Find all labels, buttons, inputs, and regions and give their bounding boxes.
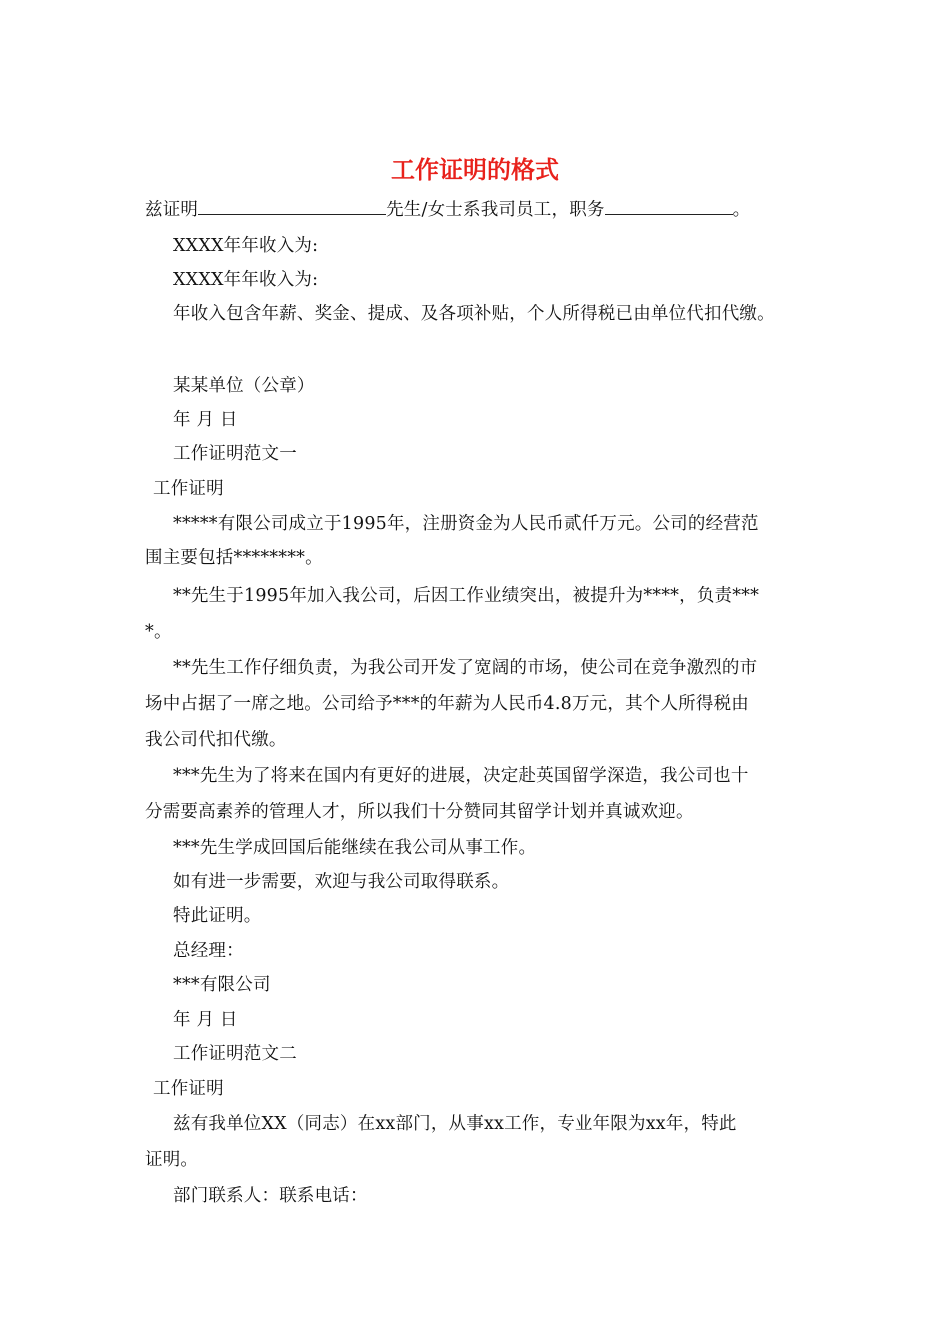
sample1-paragraph-2-line-2: *。	[145, 622, 172, 642]
sample1-paragraph-3-line-3: 我公司代扣代缴。	[145, 730, 287, 750]
name-blank	[198, 196, 386, 215]
date-line-2: 年 月 日	[173, 1010, 238, 1030]
intro-middle: 先生/女士系我司员工，职务	[386, 200, 605, 220]
sample1-paragraph-4-line-2: 分需要高素养的管理人才，所以我们十分赞同其留学计划并真诚欢迎。	[145, 802, 694, 822]
sample1-paragraph-6: 如有进一步需要，欢迎与我公司取得联系。	[173, 872, 510, 892]
sample1-paragraph-5: ***先生学成回国后能继续在我公司从事工作。	[173, 838, 537, 858]
income-line-1: XXXX年年收入为:	[173, 236, 319, 256]
sample2-title: 工作证明	[153, 1079, 224, 1099]
sample1-paragraph-3-line-1: **先生工作仔细负责，为我公司开发了宽阔的市场，使公司在竞争激烈的市	[173, 658, 758, 678]
sample1-paragraph-3-line-2: 场中占据了一席之地。公司给予***的年薪为人民币4.8万元，其个人所得税由	[145, 694, 749, 714]
intro-line	[145, 196, 750, 224]
sample1-paragraph-2-line-1: **先生于1995年加入我公司，后因工作业绩突出，被提升为****，负责***	[173, 586, 760, 606]
position-blank	[605, 196, 733, 215]
income-note: 年收入包含年薪、奖金、提成、及各项补贴，个人所得税已由单位代扣代缴。	[173, 304, 775, 324]
document-title: 工作证明的格式	[391, 156, 559, 184]
sample1-paragraph-1-line-2: 围主要包括********。	[145, 548, 323, 568]
unit-seal: 某某单位（公章）	[173, 376, 315, 396]
sample1-paragraph-1-line-1: *****有限公司成立于1995年，注册资金为人民币贰仟万元。公司的经营范	[173, 514, 759, 534]
sample2-paragraph-1-line-1: 兹有我单位XX（同志）在xx部门，从事xx工作，专业年限为xx年，特此	[173, 1114, 737, 1134]
sample1-title: 工作证明	[153, 479, 224, 499]
intro-suffix: 。	[732, 200, 751, 220]
sample1-manager: 总经理：	[173, 941, 244, 961]
sample2-heading: 工作证明范文二	[173, 1044, 297, 1064]
date-line-1: 年 月 日	[173, 410, 238, 430]
sample2-contact: 部门联系人：联系电话：	[173, 1186, 368, 1206]
intro-prefix: 兹证明	[145, 200, 199, 220]
sample1-paragraph-4-line-1: ***先生为了将来在国内有更好的进展，决定赴英国留学深造，我公司也十	[173, 766, 749, 786]
sample1-paragraph-7: 特此证明。	[173, 906, 262, 926]
income-line-2: XXXX年年收入为:	[173, 270, 319, 290]
sample1-heading: 工作证明范文一	[173, 444, 297, 464]
sample2-paragraph-1-line-2: 证明。	[145, 1150, 199, 1170]
sample1-company: ***有限公司	[173, 975, 271, 995]
